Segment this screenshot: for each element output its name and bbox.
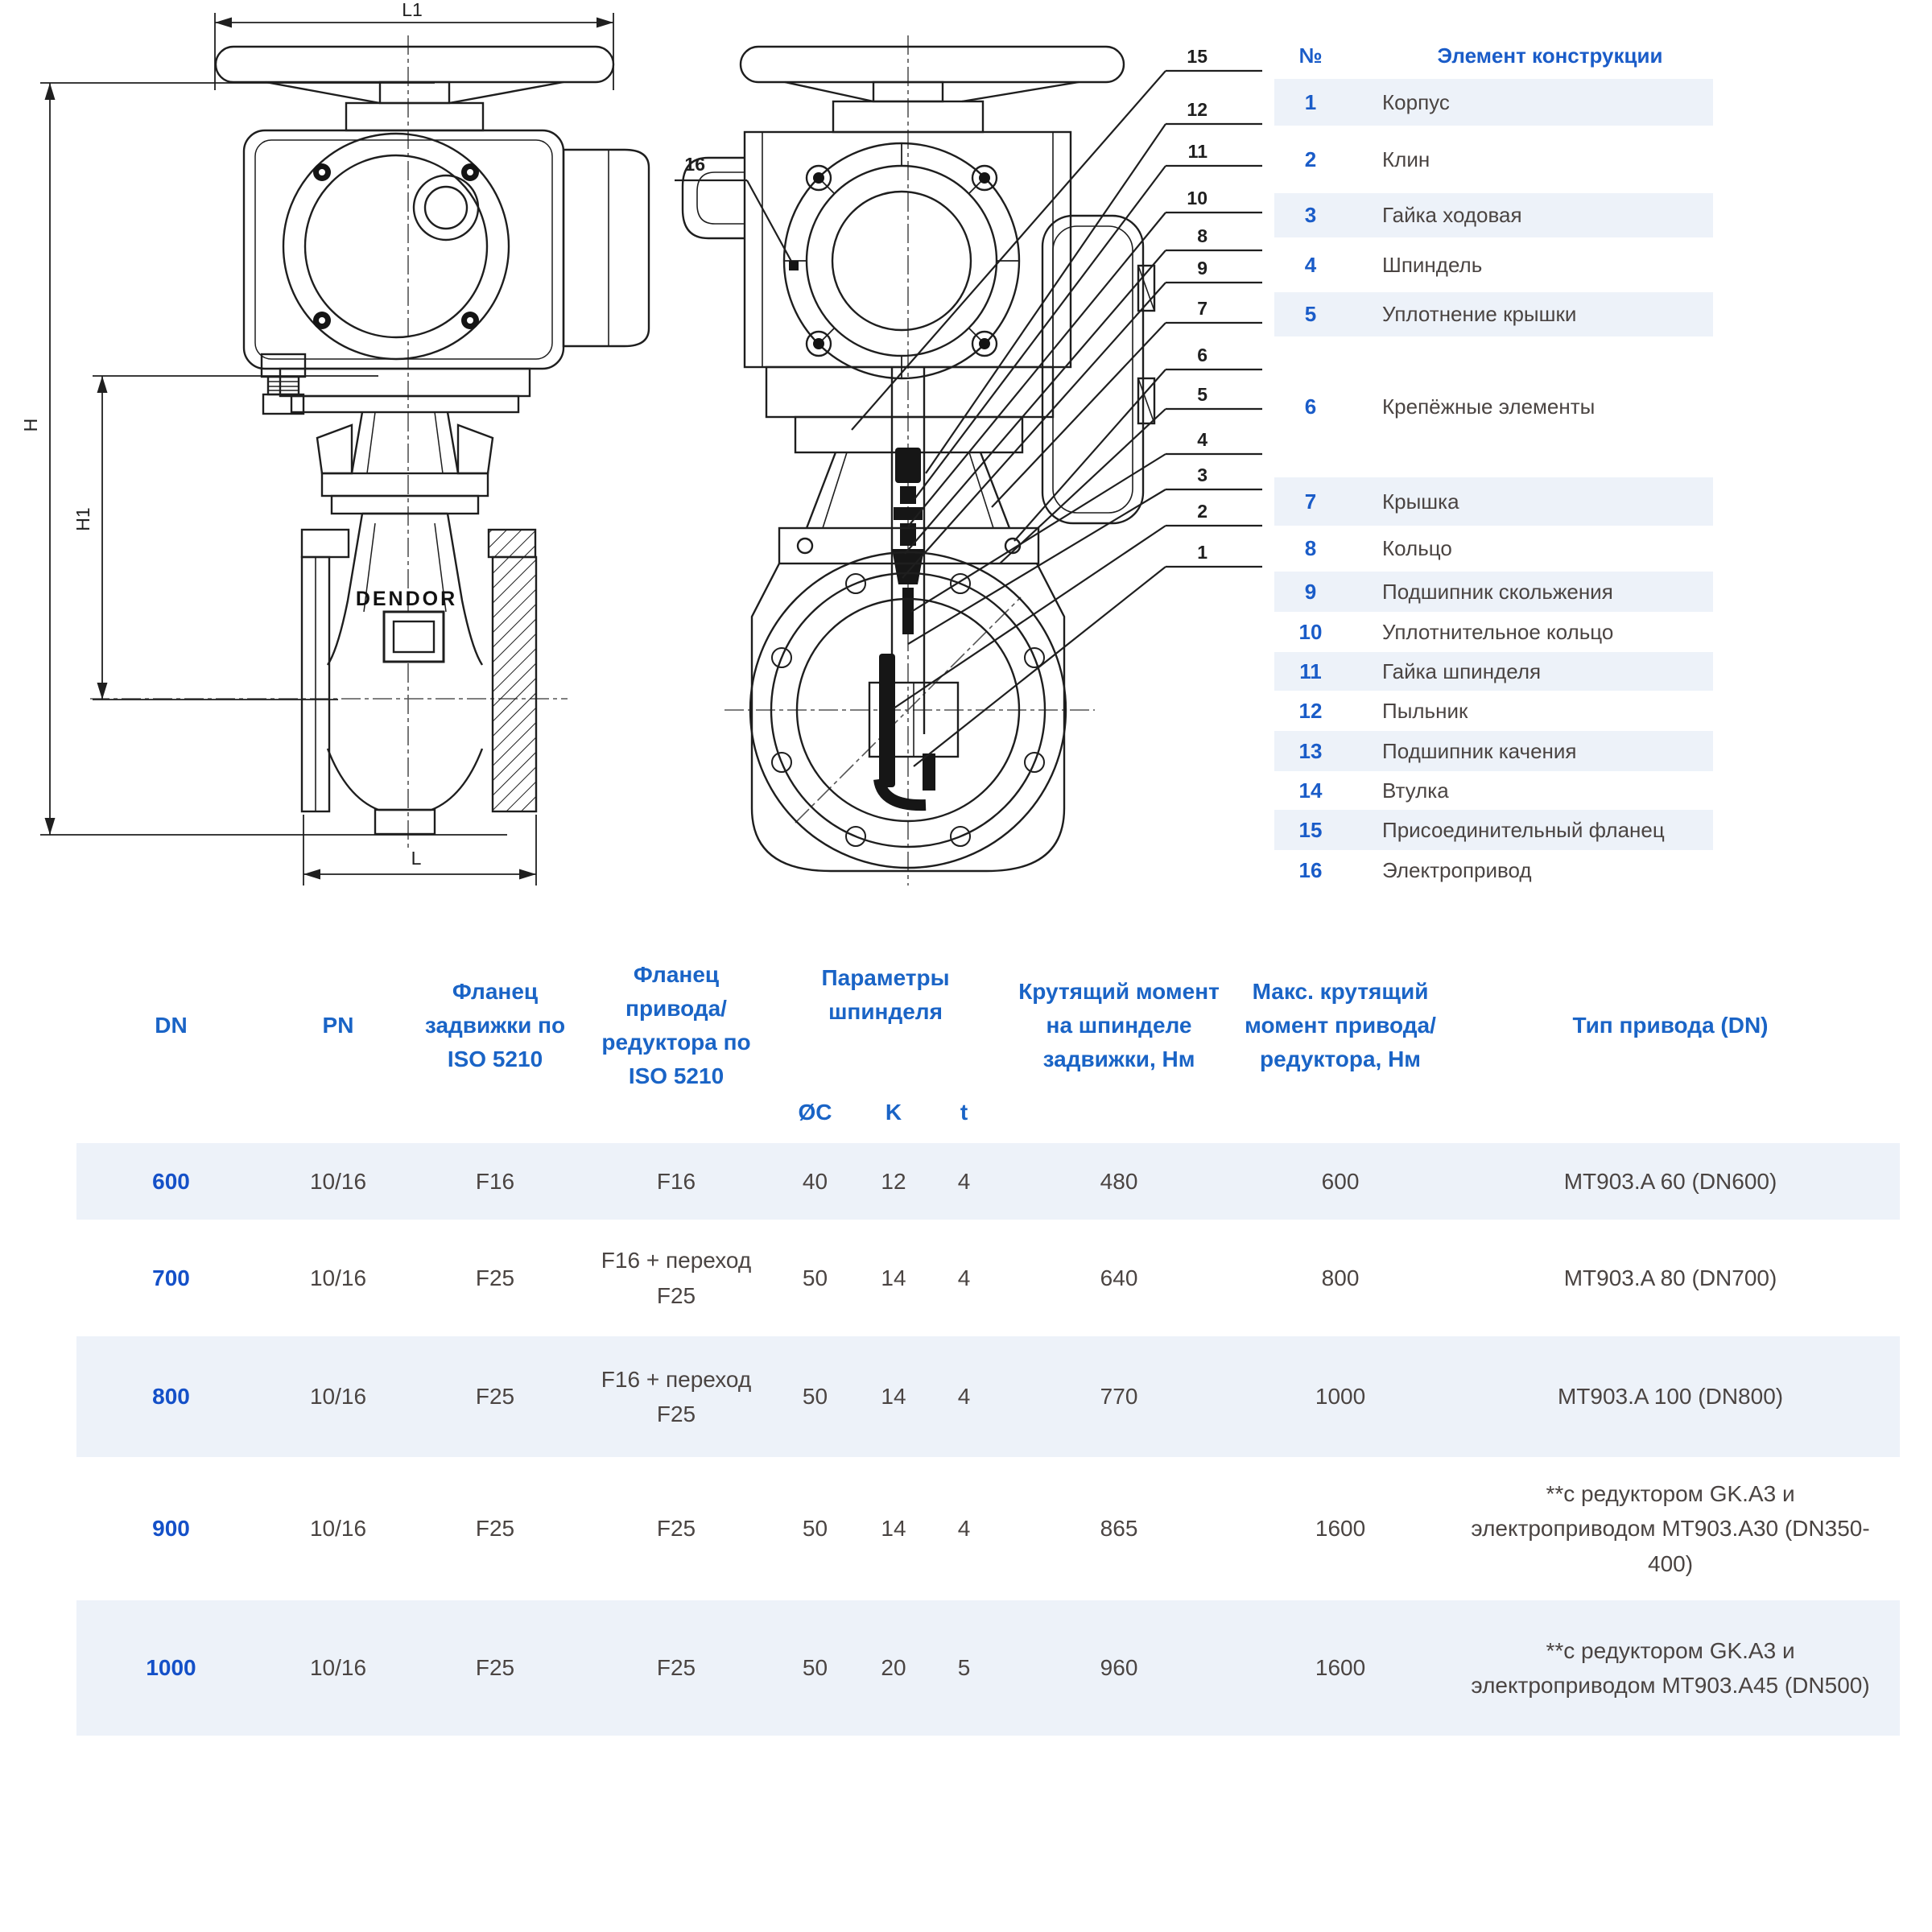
legend-part-number: 9: [1304, 579, 1317, 604]
legend-part-number: 5: [1304, 302, 1317, 326]
cell-t: 4: [957, 1384, 971, 1410]
cell-valve-flange: F25: [475, 1655, 515, 1681]
col-header-t: t: [960, 1099, 968, 1125]
cell-dn: 1000: [146, 1655, 196, 1681]
parts-legend: [1274, 32, 1713, 890]
legend-part-number: 2: [1304, 147, 1317, 171]
cell-pn: 10/16: [309, 1168, 367, 1194]
cell-k: 20: [881, 1655, 906, 1681]
callout-label: 2: [1197, 501, 1208, 522]
cell-max-torque: 800: [1321, 1265, 1360, 1290]
cell-torque: 640: [1100, 1265, 1138, 1290]
cell-drive-flange: F16 + переход F25: [601, 1248, 752, 1308]
cell-drive-flange: F25: [656, 1516, 696, 1542]
legend-part-name: Присоединительный фланец: [1382, 817, 1665, 842]
legend-row: [1274, 612, 1713, 652]
legend-part-number: 16: [1298, 857, 1323, 882]
cell-dn: 600: [152, 1168, 190, 1194]
cell-k: 12: [881, 1168, 906, 1194]
legend-row: [1274, 526, 1713, 572]
cell-oc: 40: [802, 1168, 828, 1194]
dim-label-l1: L1: [402, 0, 423, 20]
cell-oc: 50: [802, 1265, 828, 1290]
col-header-max-torque: Макс. крутящий момент привода/ редуктора, Нм: [1245, 979, 1436, 1071]
legend-rows: [1274, 79, 1713, 890]
cell-drive-type: **с редуктором GK.A3 и электроприводом MT903.A45 (DN500): [1471, 1637, 1870, 1698]
callout-label: 3: [1197, 464, 1208, 485]
col-header-dn: DN: [155, 1013, 188, 1038]
legend-part-number: 7: [1304, 489, 1317, 514]
col-header-oc: ØC: [798, 1099, 832, 1125]
legend-row: [1274, 237, 1713, 292]
dim-label-l: L: [411, 848, 422, 869]
legend-row: [1274, 193, 1713, 237]
callout-label: 1: [1197, 542, 1208, 563]
callout-label: 5: [1197, 384, 1208, 405]
legend-part-number: 13: [1298, 738, 1323, 763]
legend-part-number: 8: [1304, 536, 1317, 560]
cell-drive-type: MT903.A 60 (DN600): [1563, 1168, 1777, 1194]
legend-row: [1274, 850, 1713, 890]
col-header-pn: PN: [322, 1013, 354, 1038]
legend-row: [1274, 691, 1713, 731]
legend-part-name: Подшипник качения: [1382, 738, 1577, 763]
legend-part-number: 10: [1298, 619, 1323, 644]
legend-row: [1274, 477, 1713, 526]
cell-pn: 10/16: [309, 1655, 367, 1681]
legend-part-name: Гайка шпинделя: [1382, 658, 1542, 683]
cell-dn: 800: [152, 1384, 190, 1410]
legend-row: [1274, 336, 1713, 477]
cell-drive-type: **с редуктором GK.A3 и электроприводом MT903.A30 (DN350-400): [1471, 1480, 1870, 1576]
cell-k: 14: [881, 1265, 906, 1290]
callout-label: 15: [1187, 46, 1208, 67]
cell-torque: 960: [1100, 1655, 1138, 1681]
legend-part-name: Втулка: [1382, 778, 1449, 803]
table-row: [76, 1220, 1900, 1336]
cell-drive-type: MT903.A 100 (DN800): [1557, 1384, 1784, 1410]
legend-part-name: Крышка: [1382, 489, 1459, 514]
legend-row: [1274, 810, 1713, 850]
legend-row: [1274, 652, 1713, 691]
legend-part-name: Электропривод: [1382, 857, 1532, 882]
legend-part-name: Уплотнение крышки: [1382, 302, 1577, 326]
callout-label: 12: [1187, 99, 1208, 120]
legend-part-number: 12: [1298, 698, 1323, 723]
legend-part-number: 14: [1298, 778, 1323, 803]
col-header-k: K: [885, 1099, 902, 1125]
legend-part-name: Клин: [1382, 147, 1430, 171]
legend-col-number: №: [1298, 43, 1323, 68]
col-header-valve-flange: Фланец задвижки по ISO 5210: [424, 979, 566, 1071]
cell-valve-flange: F25: [475, 1516, 515, 1542]
cell-dn: 700: [152, 1265, 190, 1290]
cell-oc: 50: [802, 1516, 828, 1542]
legend-row: [1274, 79, 1713, 126]
cell-torque: 770: [1100, 1384, 1138, 1410]
legend-row: [1274, 771, 1713, 810]
table-row: [76, 1457, 1900, 1600]
callout-label: 8: [1197, 225, 1208, 246]
legend-part-number: 3: [1304, 203, 1317, 227]
legend-part-name: Пыльник: [1382, 698, 1468, 723]
front-view-drawing: [90, 35, 649, 848]
legend-part-number: 6: [1304, 394, 1317, 419]
cell-t: 4: [957, 1265, 971, 1290]
cell-max-torque: 1000: [1315, 1384, 1366, 1410]
legend-part-number: 4: [1304, 252, 1317, 277]
legend-part-name: Подшипник скольжения: [1382, 579, 1613, 604]
legend-part-name: Шпиндель: [1382, 252, 1483, 277]
cell-k: 14: [881, 1516, 906, 1542]
cell-t: 4: [957, 1168, 971, 1194]
cell-valve-flange: F25: [475, 1384, 515, 1410]
cell-valve-flange: F25: [475, 1265, 515, 1290]
callout-label-16: 16: [684, 154, 705, 175]
dim-label-h: H: [20, 418, 41, 432]
cell-oc: 50: [802, 1655, 828, 1681]
spec-table-body: [76, 1143, 1900, 1736]
spec-table: [76, 908, 1900, 1736]
cell-k: 14: [881, 1384, 906, 1410]
legend-part-name: Крепёжные элементы: [1382, 394, 1596, 419]
callout-label: 7: [1197, 298, 1208, 319]
cell-pn: 10/16: [309, 1384, 367, 1410]
legend-part-name: Кольцо: [1382, 536, 1452, 560]
brand-label: DENDOR: [355, 588, 458, 610]
callout-label: 9: [1197, 258, 1208, 279]
technical-drawing: [0, 0, 1264, 902]
cell-torque: 865: [1100, 1516, 1138, 1542]
cell-pn: 10/16: [309, 1516, 367, 1542]
cell-max-torque: 600: [1321, 1168, 1360, 1194]
legend-row: [1274, 126, 1713, 193]
cell-max-torque: 1600: [1315, 1516, 1366, 1542]
cell-t: 5: [957, 1655, 971, 1681]
cell-drive-flange: F25: [656, 1655, 696, 1681]
cell-oc: 50: [802, 1384, 828, 1410]
legend-part-number: 15: [1298, 817, 1323, 842]
callout-label: 11: [1187, 141, 1208, 162]
legend-row: [1274, 572, 1713, 612]
legend-part-number: 1: [1304, 89, 1317, 114]
table-row: [76, 1143, 1900, 1220]
cell-torque: 480: [1100, 1168, 1138, 1194]
legend-row: [1274, 292, 1713, 336]
cell-drive-type: MT903.A 80 (DN700): [1563, 1265, 1777, 1290]
table-row: [76, 1600, 1900, 1736]
cell-t: 4: [957, 1516, 971, 1542]
cell-drive-flange: F16 + переход F25: [601, 1366, 752, 1426]
legend-part-name: Уплотнительное кольцо: [1382, 619, 1614, 644]
side-view-drawing: [683, 35, 1154, 886]
dim-label-h1: H1: [72, 507, 93, 531]
callout-label: 6: [1197, 345, 1208, 365]
callout-label: 10: [1187, 188, 1208, 208]
legend-header: [1274, 32, 1713, 79]
col-header-drive-flange: Фланец привода/ редуктора по ISO 5210: [601, 962, 751, 1088]
legend-col-element: Элемент конструкции: [1437, 43, 1663, 68]
table-row: [76, 1336, 1900, 1457]
legend-part-name: Гайка ходовая: [1382, 203, 1522, 227]
cell-drive-flange: F16: [656, 1168, 696, 1194]
callout-label: 4: [1197, 429, 1208, 450]
legend-part-number: 11: [1299, 658, 1322, 683]
legend-row: [1274, 731, 1713, 771]
col-header-torque: Крутящий момент на шпинделе задвижки, Нм: [1018, 979, 1220, 1071]
cell-max-torque: 1600: [1315, 1655, 1366, 1681]
cell-pn: 10/16: [309, 1265, 367, 1290]
col-header-spindle-params: Параметры шпинделя: [821, 964, 950, 1024]
cell-valve-flange: F16: [475, 1168, 515, 1194]
cell-dn: 900: [152, 1516, 190, 1542]
col-header-drive-type: Тип привода (DN): [1572, 1013, 1769, 1038]
legend-part-name: Корпус: [1382, 89, 1450, 114]
spec-table-header: [76, 908, 1900, 1143]
